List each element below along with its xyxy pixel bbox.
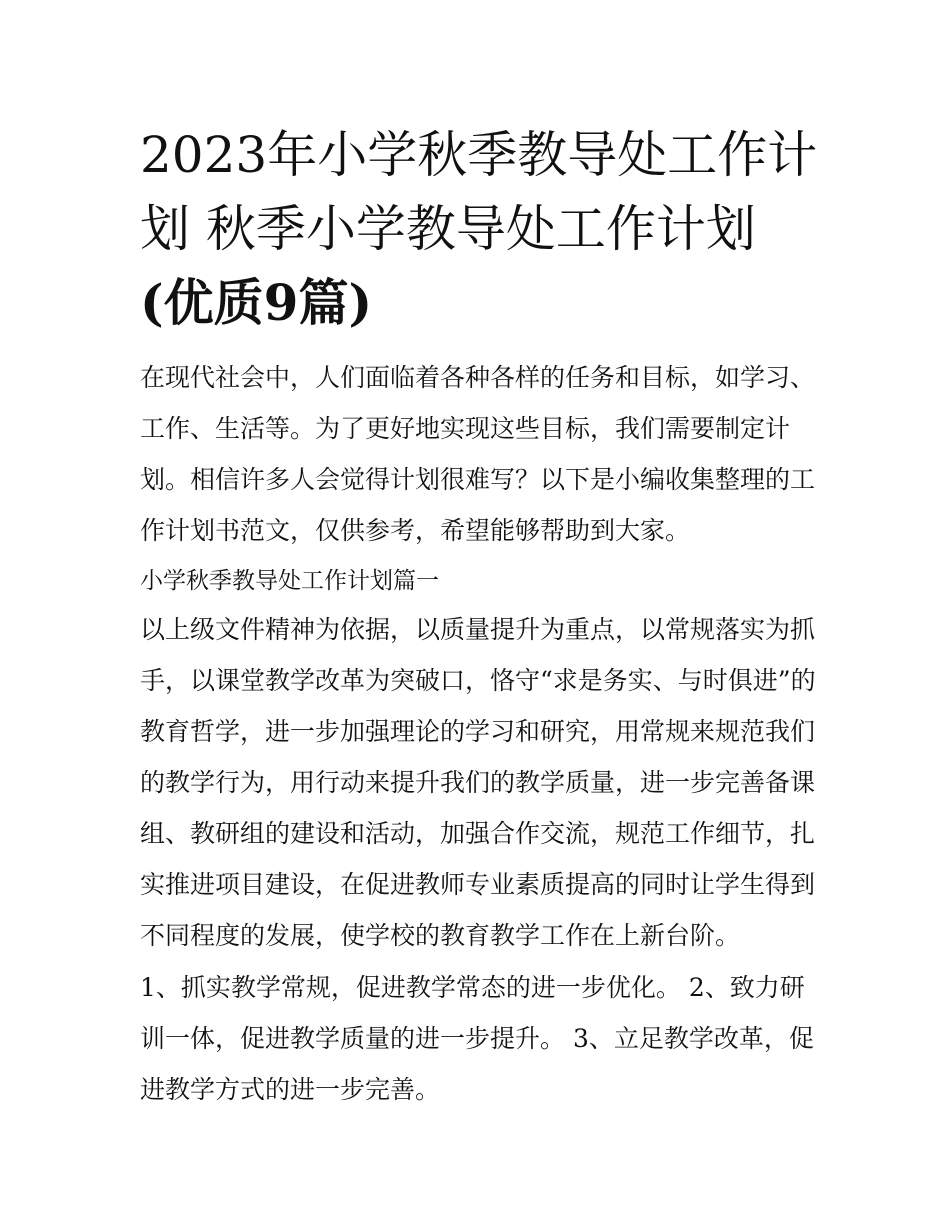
section-heading: 小学秋季教导处工作计划篇一	[140, 568, 439, 594]
paragraph-line: 的教学行为，用行动来提升我们的教学质量，进一步完善备课	[140, 768, 816, 797]
intro-line: 作计划书范文，仅供参考，希望能够帮助到大家。	[140, 516, 691, 545]
paragraph-line: 进教学方式的进一步完善。	[140, 1075, 441, 1104]
paragraph-line: 1、抓实教学常规，促进教学常态的进一步优化。 2、致力研	[140, 973, 805, 1002]
paragraph-line: 手，以课堂教学改革为突破口，恪守“求是务实、与时俱进”的	[140, 666, 816, 695]
title-line-1: 2023年小学秋季教导处工作计	[140, 126, 818, 184]
intro-line: 划。相信许多人会觉得计划很难写？以下是小编收集整理的工	[140, 465, 816, 494]
intro-paragraph	[140, 352, 820, 556]
body-paragraph-2	[140, 962, 820, 1115]
paragraph-line: 教育哲学，进一步加强理论的学习和研究，用常规来规范我们	[140, 717, 816, 746]
paragraph-line: 以上级文件精神为依据，以质量提升为重点，以常规落实为抓	[140, 615, 816, 644]
intro-line: 工作、生活等。为了更好地实现这些目标，我们需要制定计	[140, 414, 791, 443]
intro-line: 在现代社会中，人们面临着各种各样的任务和目标，如学习、	[140, 363, 816, 392]
title-line-2: 划 秋季小学教导处工作计划	[140, 200, 756, 258]
paragraph-line: 实推进项目建设，在促进教师专业素质提高的同时让学生得到	[140, 870, 816, 899]
paragraph-line: 组、教研组的建设和活动，加强合作交流，规范工作细节，扎	[140, 819, 816, 848]
body-paragraph-1	[140, 604, 820, 961]
paragraph-line: 训一体，促进教学质量的进一步提升。 3、立足教学改革，促	[140, 1024, 814, 1053]
document-title	[140, 118, 820, 340]
title-line-3: (优质9篇)	[140, 273, 373, 332]
paragraph-line: 不同程度的发展，使学校的教育教学工作在上新台阶。	[140, 921, 741, 950]
